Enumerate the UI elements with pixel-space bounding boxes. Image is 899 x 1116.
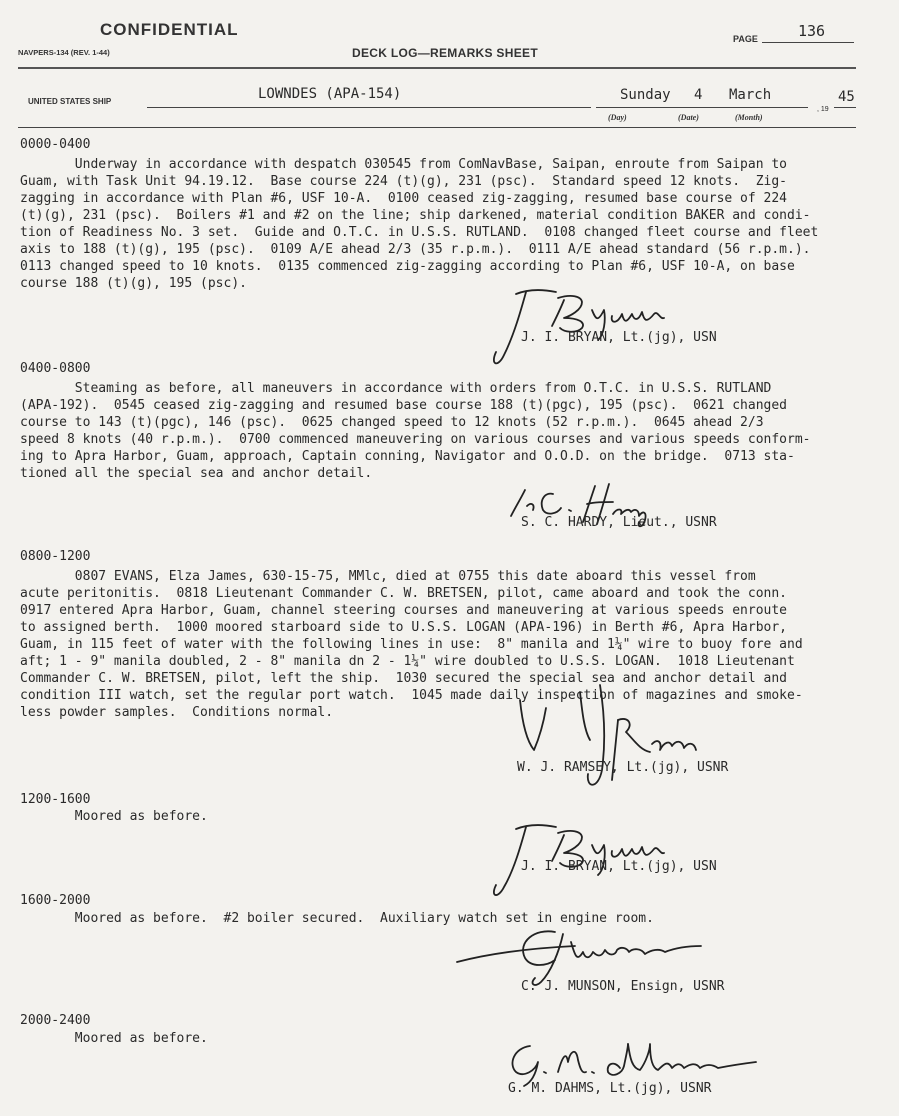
day-caption: (Day) (608, 113, 627, 122)
header-bottom-rule (18, 127, 856, 128)
officer-signature-name: C. J. MUNSON, Ensign, USNR (521, 979, 725, 994)
remarks-line: Steaming as before, all maneuvers in accordance with orders from O.T.C. in U.S.S. RUTLAND (20, 381, 772, 396)
remarks-line: tioned all the special sea and anchor detail. (20, 466, 373, 481)
remarks-line: Guam, in 115 feet of water with the following lines in use: 8" manila and 1¼" wire to buoy fore and (20, 637, 803, 652)
date-rule (596, 107, 808, 108)
remarks-line: Guam, with Task Unit 94.19.12. Base course 224 (t)(g), 231 (psc). Standard speed 12 knots. Zig- (20, 174, 788, 189)
remarks-line: course to 143 (t)(pgc), 146 (psc). 0625 changed speed to 12 knots (52 r.p.m.). 0645 ahead 2/3 (20, 415, 764, 430)
handwritten-signature (500, 680, 730, 800)
ship-name-rule (147, 107, 591, 108)
watch-time: 0800-1200 (20, 549, 91, 564)
remarks-line: acute peritonitis. 0818 Lieutenant Commander C. W. BRETSEN, pilot, came aboard and took the conn. (20, 586, 788, 601)
page-label: PAGE (733, 34, 758, 44)
remarks-line: speed 8 knots (40 r.p.m.). 0700 commenced maneuvering on various courses and various speeds conform- (20, 432, 811, 447)
handwritten-signature (486, 280, 696, 375)
page-title: DECK LOG—REMARKS SHEET (352, 46, 538, 60)
remarks-line: Moored as before. (20, 809, 208, 824)
log-date: 4 (694, 87, 703, 103)
remarks-line: condition III watch, set the regular port watch. 1045 made daily inspection of magazines and smoke- (20, 688, 803, 703)
remarks-line: zagging in accordance with Plan #6, USF 10-A. 0100 ceased zig-zagging, resumed base course of 224 (20, 191, 788, 206)
page-number: 136 (798, 22, 826, 40)
remarks-line: axis to 188 (t)(g), 195 (psc). 0109 A/E ahead 2/3 (35 r.p.m.). 0111 A/E ahead standard (56 r.p.m.). (20, 242, 811, 257)
date-caption: (Date) (678, 113, 699, 122)
remarks-line: 0917 entered Apra Harbor, Guam, channel steering courses and maneuvering at various speeds enroute (20, 603, 788, 618)
remarks-line: Moored as before. #2 boiler secured. Auxiliary watch set in engine room. (20, 911, 654, 926)
remarks-line: 0807 EVANS, Elza James, 630-15-75, MMlc, died at 0755 this date aboard this vessel from (20, 569, 756, 584)
watch-time: 1200-1600 (20, 792, 91, 807)
log-day: Sunday (620, 87, 671, 103)
remarks-line: less powder samples. Conditions normal. (20, 705, 334, 720)
watch-time: 0000-0400 (20, 137, 91, 152)
officer-signature-name: J. I. BRYAN, Lt.(jg), USN (521, 859, 717, 874)
remarks-line: Commander C. W. BRETSEN, pilot, left the ship. 1030 secured the special sea and anchor detail and (20, 671, 788, 686)
ship-label: UNITED STATES SHIP (28, 97, 112, 106)
watch-remarks (20, 380, 811, 482)
ship-name: LOWNDES (APA-154) (258, 86, 402, 102)
log-month: March (729, 87, 772, 103)
confidential-stamp: CONFIDENTIAL (100, 20, 239, 39)
watch-time: 2000-2400 (20, 1013, 91, 1028)
officer-signature-name: W. J. RAMSEY, Lt.(jg), USNR (517, 760, 729, 775)
remarks-line: ing to Apra Harbor, Guam, approach, Captain conning, Navigator and O.O.D. on the bridge. 0713 sta- (20, 449, 795, 464)
remarks-line: (APA-192). 0545 ceased zig-zagging and resumed base course 188 (t)(pgc), 195 (psc). 0621 changed (20, 398, 788, 413)
month-caption: (Month) (735, 113, 763, 122)
remarks-line: 0113 changed speed to 10 knots. 0135 commenced zig-zagging according to Plan #6, USF 10-A, on base (20, 259, 795, 274)
log-year: 45 (838, 89, 855, 105)
remarks-line: tion of Readiness No. 3 set. Guide and O.T.C. in U.S.S. RUTLAND. 0108 changed fleet course and fleet (20, 225, 819, 240)
officer-signature-name: S. C. HARDY, Lieut., USNR (521, 515, 717, 530)
remarks-line: (t)(g), 231 (psc). Boilers #1 and #2 on the line; ship darkened, material condition BAKER and condi- (20, 208, 811, 223)
year-rule (834, 107, 856, 108)
remarks-line: course 188 (t)(g), 195 (psc). (20, 276, 247, 291)
officer-signature-name: J. I. BRYAN, Lt.(jg), USN (521, 330, 717, 345)
remarks-line: aft; 1 - 9" manila doubled, 2 - 8" manila dn 2 - 1¼" wire doubled to U.S.S. LOGAN. 1018 Lieutenant (20, 654, 795, 669)
form-number: NAVPERS-134 (REV. 1-44) (18, 48, 110, 57)
officer-signature-name: G. M. DAHMS, Lt.(jg), USNR (508, 1081, 712, 1096)
page-number-rule (762, 42, 854, 43)
remarks-line: Underway in accordance with despatch 030545 from ComNavBase, Saipan, enroute from Saipan to (20, 157, 788, 172)
year-prefix: , 19 (817, 106, 829, 113)
header-rule (18, 67, 856, 69)
watch-time: 0400-0800 (20, 361, 91, 376)
remarks-line: Moored as before. (20, 1031, 208, 1046)
remarks-line: to assigned berth. 1000 moored starboard side to U.S.S. LOGAN (APA-196) in Berth #6, Apra Harbor, (20, 620, 788, 635)
watch-remarks (20, 156, 818, 292)
watch-time: 1600-2000 (20, 893, 91, 908)
